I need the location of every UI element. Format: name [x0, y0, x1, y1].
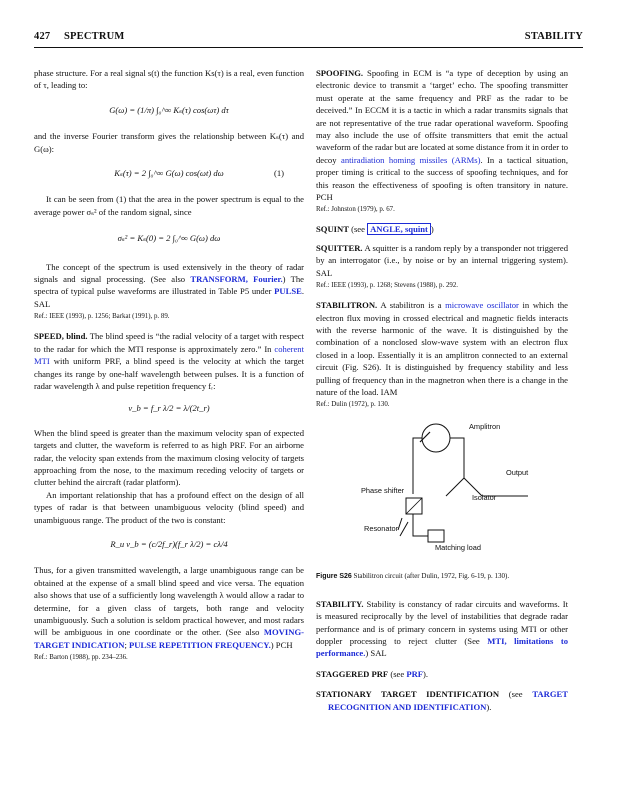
- link-mti-limitations[interactable]: MTI, limitations to performance.: [316, 635, 568, 659]
- link-transform-fourier[interactable]: TRANSFORM, Fourier.: [190, 274, 283, 285]
- wire: [413, 438, 422, 494]
- resonator-marks: [398, 518, 408, 536]
- arrow: [420, 432, 430, 442]
- headword: SPOOFING.: [316, 68, 364, 78]
- link-target-recognition[interactable]: TARGET RECOGNITION AND IDENTIFICATION: [328, 689, 568, 712]
- headword: STAGGERED PRF: [316, 668, 389, 679]
- link-microwave-oscillator[interactable]: microwave oscillator: [445, 300, 519, 311]
- equation-power: σₛ² = Kₛ(0) = 2 ∫₀^∞ G(ω) dω: [117, 233, 221, 244]
- entry-stationary-target: STATIONARY TARGET IDENTIFICATION (see TARGET RECOGNITION AND IDENTIFICATION).: [316, 689, 568, 712]
- figure-caption: Figure S26 Stabilitron circuit (after Dulin, 1972, Fig. 6-19, p. 130).: [316, 572, 510, 581]
- equation-body: Kₛ(τ) = 2 ∫₀^∞ G(ω) cos(ωt) dω: [114, 168, 224, 179]
- circuit-graphic: [316, 418, 568, 558]
- link-moving-target-indication[interactable]: MOVING-TARGET INDICATION: [34, 627, 304, 650]
- paragraph: When the blind speed is greater than the maximum velocity span of expected targets and clutter, the waveform is referred to as high PRF. For an airborne radar, the velocity span extends from the maximum closing velocity of targets approaching from the nose, to the maximum receding velocity of targets or clutter behind the aircraft (radar platform).: [34, 427, 304, 488]
- page-header: [34, 31, 583, 45]
- entry-spoofing: SPOOFING. Spoofing in ECM is “a type of deception by using an electronic device to transmit a ‘target’ echo. The spoofing transmitter must operate at the same frequency and PRF as the radar to be deceived.” In ECCM it is a tactic in which a radar transmits signals that are not representative of the true radar operational waveform. Spoofing may also include the use of offsite transmitters that emit the actual waveform of the radar but are located at some distance from it in order to decoy antiradiation homing missiles (ARMs). In a tactical situation, proper timing is critical to the success of spoofing techniques, and for this reason the effectiveness of spoofing is often transitory in nature. PCH: [316, 68, 568, 203]
- link-antiradiation-missiles[interactable]: antiradiation homing missiles (ARMs): [341, 154, 481, 165]
- entry-stabilitron: STABILITRON. A stabilitron is a microwave oscillator in which the electron flux moving in crossed electrical and magnetic fields interacts with the reverse harmonic of the wave. It is distinguished by the combination of a nonclosed slow-wave system with an electron flux closed in a loop. Essentially it is an amplitron connected to an external circuit (Fig. S26). It is distinguished by frequency stability and less pulling of frequency than in the magnetron when there is a change in the nature of the load. IAM: [316, 300, 568, 397]
- label-amplitron: Amplitron: [469, 422, 501, 432]
- reference: Ref.: Johnston (1979), p. 67.: [316, 206, 395, 214]
- entry-squitter: SQUITTER. A squitter is a random reply by a transponder not triggered by an interrogator (i.e., by noise or by an internal triggering system). SAL: [316, 242, 568, 278]
- equation-g-omega: G(ω) = (1/π) ∫₀^∞ Kₛ(τ) cos(ωτ) dτ: [109, 104, 229, 115]
- right-column: [316, 67, 568, 713]
- label-resonator: Resonator: [364, 524, 399, 534]
- link-angle-squint[interactable]: ANGLE, squint: [367, 223, 431, 235]
- label-output: Output: [506, 468, 529, 478]
- entry-speed-blind: SPEED, blind. The blind speed is “the radial velocity of a target with respect to the radar for which the MTI response is approximately zero.” In coherent MTI with uniform PRF, a blind speed is the velocity at which the target changes its range by one-half wavelength between pulses. It is a function of radar wavelength λ and pulse repetition frequency fᵣ:: [34, 331, 304, 391]
- left-column: [34, 67, 304, 671]
- figure-label: Figure S26: [316, 573, 352, 581]
- headword: SPEED, blind.: [34, 331, 88, 342]
- paragraph: An important relationship that has a profound effect on the design of all types of radar is that between unambiguous velocity (blind speed) and unambiguous range. The product of the two is constant:: [34, 489, 304, 525]
- amplitron-circle: [422, 424, 450, 452]
- reference: Ref.: Dulin (1972), p. 130.: [316, 401, 390, 409]
- link-pulse-repetition-frequency[interactable]: PULSE REPETITION FREQUENCY.: [129, 639, 271, 650]
- wire: [450, 438, 464, 478]
- headword: SQUINT: [316, 224, 349, 235]
- running-head: STABILITY: [524, 31, 583, 42]
- paragraph: and the inverse Fourier transform gives the relationship between Kₛ(τ) and G(ω):: [34, 131, 304, 154]
- entry-staggered-prf: STAGGERED PRF (see PRF).: [316, 668, 429, 679]
- link-pulse[interactable]: PULSE: [274, 286, 302, 297]
- stabilitron-circuit-diagram: [316, 418, 568, 558]
- paragraph: It can be seen from (1) that the area in the power spectrum is equal to the average power σₛ² of the random signal, since: [34, 194, 304, 217]
- header-rule: [34, 47, 583, 48]
- equation-blind-speed: v_b = f_r λ/2 = λ/(2t_r): [128, 403, 210, 414]
- wire: [413, 514, 428, 536]
- headword: STATIONARY TARGET IDENTIFICATION: [316, 689, 500, 700]
- paragraph: Thus, for a given transmitted wavelength, a large unambiguous range can be obtained at the expense of a small blind speed and vice versa. The equation also shows that use of a sufficiently long wavelength λ would allow a radar to determine, for a given class of targets, both range and velocity unambiguously. Such a solution is seldom practical however, and most radars will be ambiguous in one coordinate or the other. (See also MOVING-TARGET INDICATION; PULSE REPETITION FREQUENCY.) PCH: [34, 565, 304, 650]
- reference: Ref.: IEEE (1993), p. 1256; Barkat (1991), p. 89.: [34, 313, 170, 321]
- paragraph: The concept of the spectrum is used extensively in the theory of radar signals and signal processing. (See also TRANSFORM, Fourier.) The spectra of typical pulse waveforms are illustrated in Table P5 under PULSE. SAL: [34, 261, 304, 309]
- matching-load-box: [428, 530, 444, 542]
- entry-stability: STABILITY. Stability is constancy of radar circuits and waveforms. It is measured reciprocally by the level of instabilities that degrade radar performance and is of primary concern in systems using MTI or other doppler processing to reject clutter (See MTI, limitations to performance.) SAL: [316, 598, 568, 659]
- equation-product: R_u v_b = (c/2f_r)(f_r λ/2) = cλ/4: [110, 538, 228, 549]
- headword: SQUITTER.: [316, 242, 363, 253]
- headword: STABILITY.: [316, 598, 364, 609]
- link-prf[interactable]: PRF: [406, 668, 424, 679]
- label-matching-load: Matching load: [435, 543, 482, 553]
- phase-diag: [406, 498, 422, 514]
- reference: Ref.: IEEE (1993), p. 1268; Stevens (1988), p. 292.: [316, 282, 459, 290]
- equation-number: (1): [273, 168, 284, 179]
- label-phase-shifter: Phase shifter: [361, 486, 405, 496]
- headword: STABILITRON.: [316, 300, 378, 311]
- entry-squint: SQUINT (see ANGLE, squint ): [316, 224, 434, 235]
- paragraph: phase structure. For a real signal s(t) the function Ks(τ) is a real, even function of τ, leading to:: [34, 68, 304, 91]
- link-coherent-mti[interactable]: coherent MTI: [34, 343, 304, 367]
- label-isolator: Isolator: [472, 493, 497, 503]
- section-title: SPECTRUM: [64, 31, 125, 42]
- equation-1: [34, 167, 304, 179]
- page-number: 427: [34, 31, 51, 42]
- reference: Ref.: Barton (1988), pp. 234–236.: [34, 654, 128, 662]
